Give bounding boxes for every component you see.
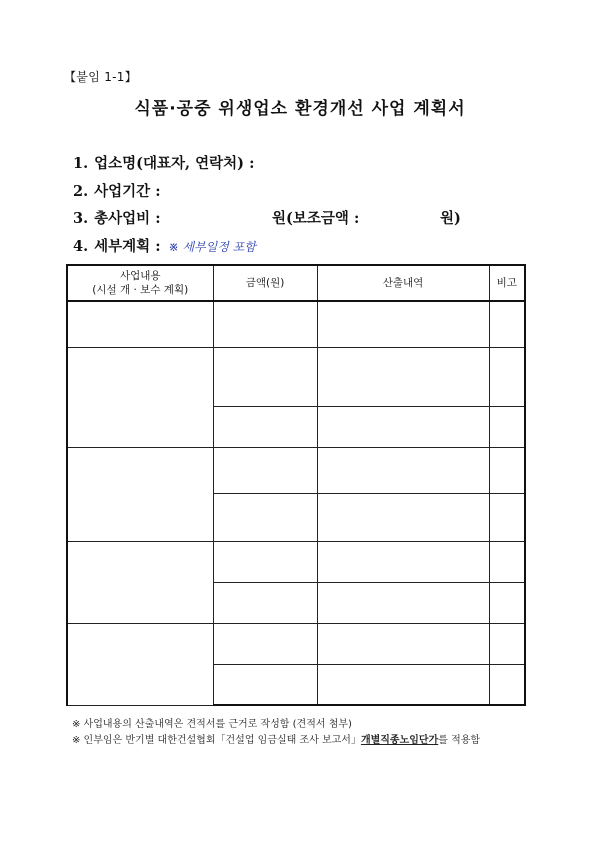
- field-detailed-plan: [73, 235, 256, 256]
- field-label: 업소명(대표자, 연락처) :: [94, 155, 255, 172]
- cell-calculation[interactable]: [317, 623, 489, 664]
- cell-amount[interactable]: [213, 541, 317, 582]
- cell-content[interactable]: [67, 347, 213, 447]
- cell-remarks[interactable]: [489, 301, 525, 347]
- cell-remarks[interactable]: [489, 347, 525, 406]
- cell-calculation[interactable]: [317, 493, 489, 541]
- footnote-wage-suffix: 를 적용함: [438, 735, 481, 746]
- field-label: 사업기간 :: [94, 183, 161, 200]
- cell-calculation[interactable]: [317, 406, 489, 447]
- table-row: [67, 447, 525, 493]
- table-row: [67, 347, 525, 406]
- attachment-label: 【붙임 1-1】: [64, 70, 137, 84]
- cell-amount[interactable]: [213, 347, 317, 406]
- field-number: 1.: [73, 155, 89, 172]
- cell-amount[interactable]: [213, 493, 317, 541]
- field-total-cost: [73, 207, 161, 228]
- cell-content[interactable]: [67, 447, 213, 541]
- field-number: 2.: [73, 183, 89, 200]
- field-number: 3.: [73, 210, 89, 227]
- header-content: 사업내용 (시설 개 · 보수 계획): [67, 265, 213, 301]
- cell-amount[interactable]: [213, 664, 317, 705]
- cell-remarks[interactable]: [489, 664, 525, 705]
- footnote-estimate: ※ 사업내용의 산출내역은 견적서를 근거로 작성함 (견적서 첨부): [72, 719, 352, 730]
- detailed-plan-note: ※ 세부일정 포함: [168, 240, 256, 254]
- cell-calculation[interactable]: [317, 664, 489, 705]
- cell-calculation[interactable]: [317, 541, 489, 582]
- cell-remarks[interactable]: [489, 582, 525, 623]
- cell-content[interactable]: [67, 623, 213, 705]
- cell-content[interactable]: [67, 541, 213, 623]
- cell-amount[interactable]: [213, 406, 317, 447]
- field-label: 세부계획 :: [94, 238, 161, 255]
- table-row: [67, 541, 525, 582]
- cell-calculation[interactable]: [317, 582, 489, 623]
- cell-remarks[interactable]: [489, 541, 525, 582]
- cell-amount[interactable]: [213, 301, 317, 347]
- cell-content[interactable]: [67, 301, 213, 347]
- cell-calculation[interactable]: [317, 447, 489, 493]
- header-amount: 금액(원): [213, 265, 317, 301]
- document-title: 식품·공중 위생업소 환경개선 사업 계획서: [134, 99, 466, 119]
- footnote-wage-text: ※ 인부임은 반기별 대한건설협회「건설업 임금실태 조사 보고서」: [72, 735, 361, 746]
- plan-table: [66, 264, 526, 706]
- cell-amount[interactable]: [213, 582, 317, 623]
- cell-remarks[interactable]: [489, 623, 525, 664]
- cell-remarks[interactable]: [489, 447, 525, 493]
- subsidy-won-label: 원): [440, 210, 461, 227]
- cell-remarks[interactable]: [489, 493, 525, 541]
- field-business-name: [73, 152, 254, 173]
- footnote-wage-emphasis: 개별직종노임단가: [360, 735, 439, 746]
- cell-remarks[interactable]: [489, 406, 525, 447]
- total-cost-won-label: 원(보조금액 :: [272, 210, 360, 227]
- table-row: [67, 623, 525, 664]
- footnote-wage: [72, 731, 480, 746]
- header-calculation: 산출내역: [317, 265, 489, 301]
- table-header-row: [67, 265, 525, 301]
- cell-amount[interactable]: [213, 447, 317, 493]
- field-number: 4.: [73, 238, 89, 255]
- table-row: [67, 301, 525, 347]
- field-business-period: [73, 180, 161, 201]
- cell-calculation[interactable]: [317, 347, 489, 406]
- header-remarks: 비고: [489, 265, 525, 301]
- cell-calculation[interactable]: [317, 301, 489, 347]
- field-label: 총사업비 :: [94, 210, 161, 227]
- cell-amount[interactable]: [213, 623, 317, 664]
